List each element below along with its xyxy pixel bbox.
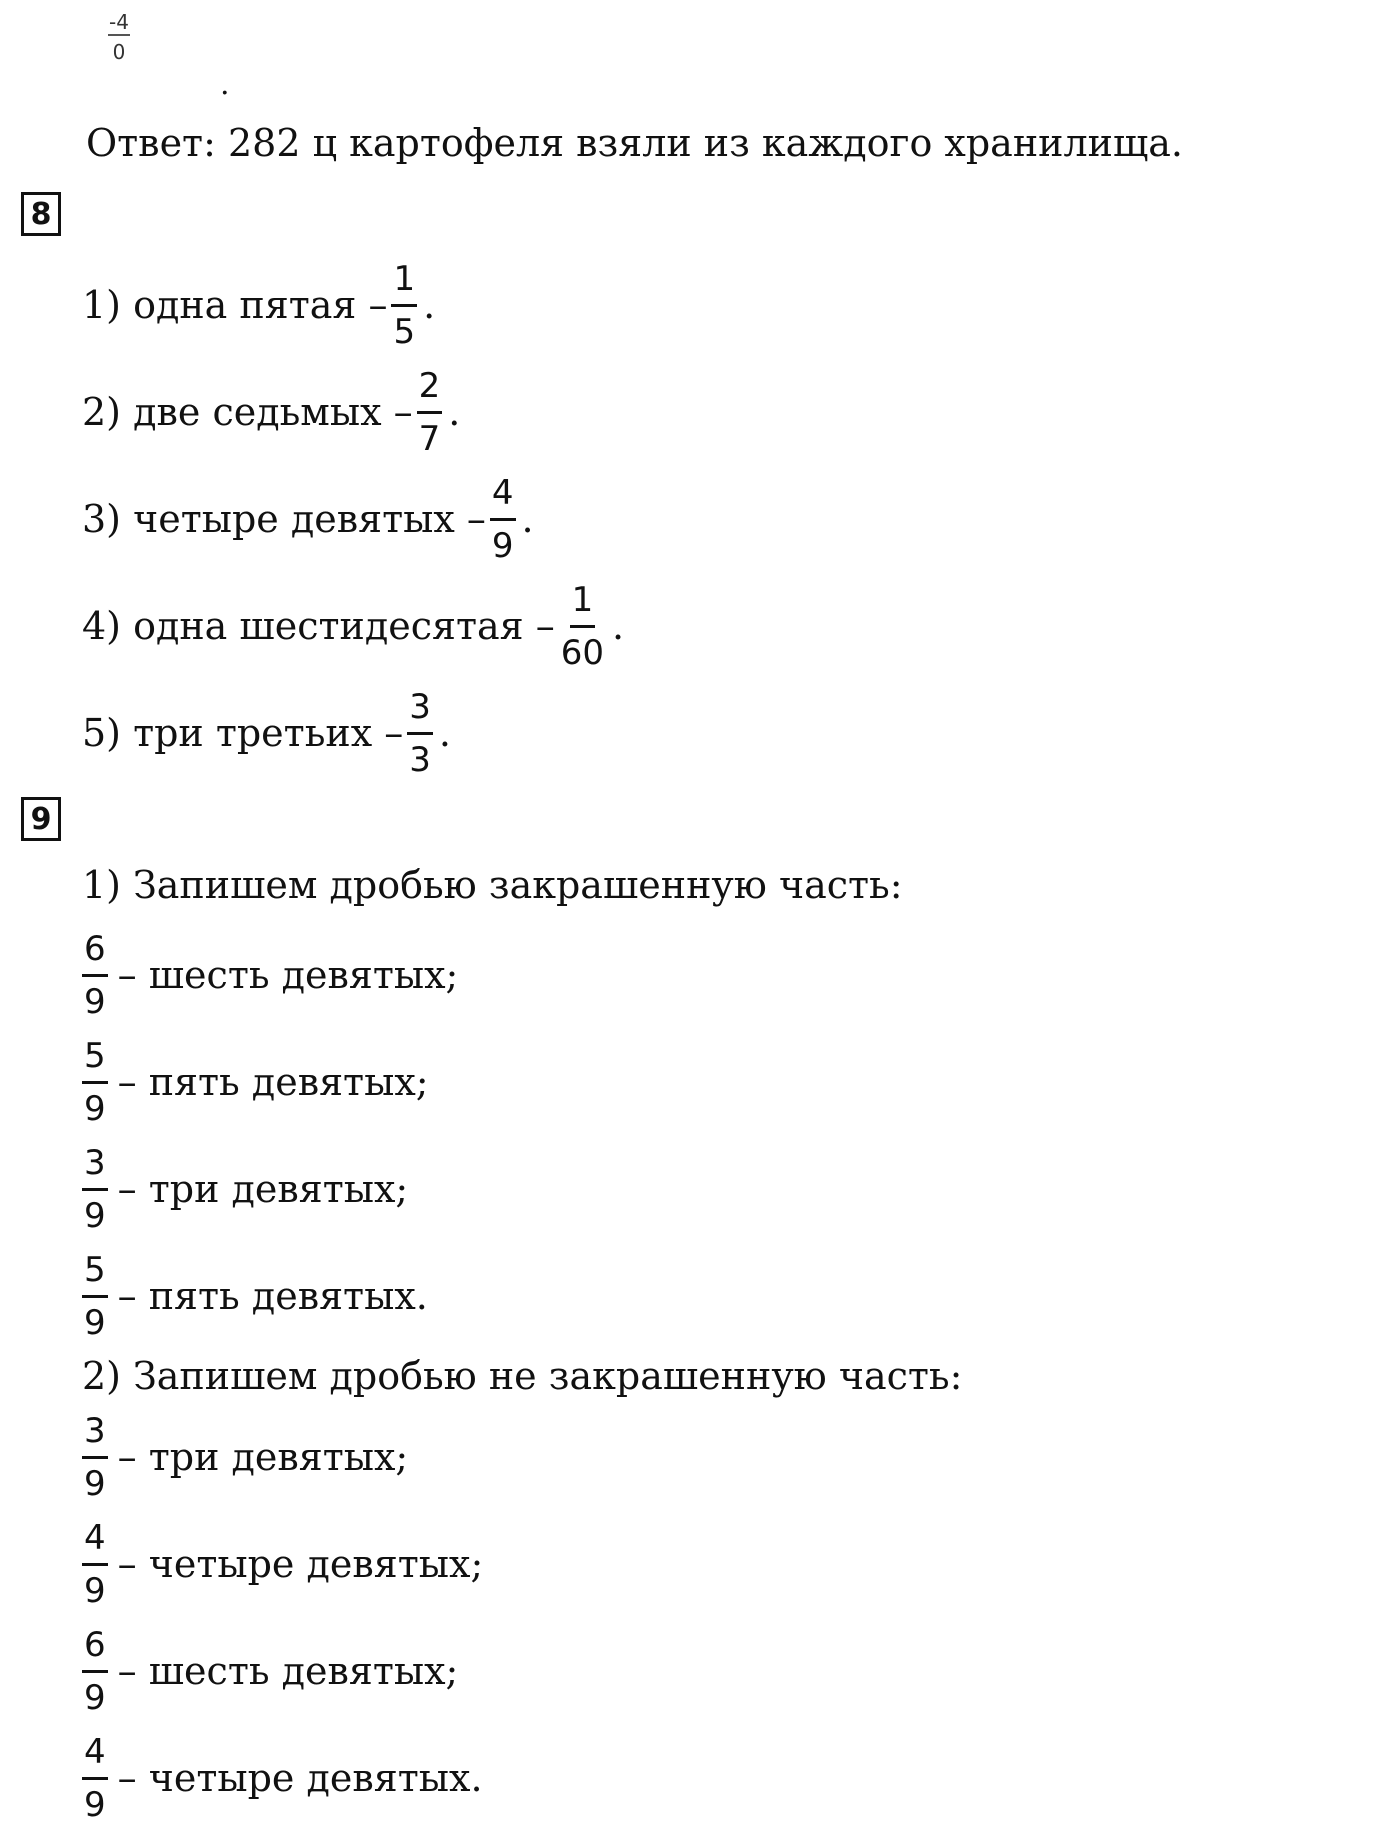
fraction (490, 472, 516, 566)
task9-part2-item (82, 1410, 409, 1504)
item-end: . (438, 711, 451, 755)
numerator: 1 (391, 262, 417, 307)
item-text: – три девятых; (117, 1435, 409, 1479)
item-text: – шесть девятых; (117, 1649, 459, 1693)
denominator: 9 (84, 1088, 106, 1129)
item-text: – четыре девятых. (117, 1756, 483, 1800)
fraction (559, 579, 606, 673)
item-label: 4) одна шестидесятая – (82, 604, 555, 648)
item-text: – четыре девятых; (117, 1542, 484, 1586)
task9-part2-item (82, 1517, 484, 1611)
cropped-fraction-denominator: 0 (112, 40, 126, 64)
fraction (82, 1249, 108, 1343)
task8-item (82, 579, 625, 673)
task8-item (82, 472, 534, 566)
task9-part2-item (82, 1624, 459, 1718)
denominator: 9 (84, 1570, 106, 1611)
task9-part1-heading: 1) Запишем дробью закрашенную часть: (82, 863, 903, 907)
numerator: 3 (82, 1414, 108, 1459)
denominator: 9 (84, 1463, 106, 1504)
denominator: 60 (560, 632, 605, 673)
fraction (82, 1410, 108, 1504)
task9-part2-heading: 2) Запишем дробью не закрашенную часть: (82, 1354, 963, 1398)
item-text: – пять девятых; (117, 1060, 429, 1104)
item-label: 5) три третьих – (82, 711, 404, 755)
denominator: 9 (491, 525, 514, 566)
cropped-fraction (108, 12, 130, 62)
item-end: . (423, 283, 436, 327)
item-text: – шесть девятых; (117, 953, 459, 997)
answer-line: Ответ: 282 ц картофеля взяли из каждого хранилища. (86, 121, 1184, 165)
fraction (82, 1731, 108, 1825)
numerator: 6 (82, 932, 108, 977)
task8-item (82, 365, 461, 459)
numerator: 1 (570, 583, 596, 628)
task9-part1-item (82, 1142, 409, 1236)
fraction (417, 365, 443, 459)
fraction (82, 1035, 108, 1129)
fraction (82, 1142, 108, 1236)
task9-part2-item (82, 1731, 483, 1825)
cropped-fraction-numerator: -4 (109, 10, 129, 34)
numerator: 3 (407, 690, 433, 735)
task-number-9: 9 (21, 797, 61, 841)
task8-item (82, 686, 451, 780)
task9-part1-item (82, 1249, 428, 1343)
denominator: 9 (84, 1784, 106, 1825)
numerator: 2 (417, 369, 443, 414)
denominator: 9 (84, 981, 106, 1022)
fraction (407, 686, 433, 780)
numerator: 3 (82, 1146, 108, 1191)
numerator: 5 (82, 1039, 108, 1084)
fraction (82, 1517, 108, 1611)
item-end: . (521, 497, 534, 541)
task8-item (82, 258, 436, 352)
item-label: 1) одна пятая – (82, 283, 388, 327)
item-end: . (448, 390, 461, 434)
fraction (391, 258, 417, 352)
fraction (82, 1624, 108, 1718)
stray-dot: . (220, 67, 230, 102)
numerator: 4 (82, 1521, 108, 1566)
numerator: 5 (82, 1253, 108, 1298)
numerator: 4 (490, 476, 516, 521)
item-label: 3) четыре девятых – (82, 497, 486, 541)
denominator: 9 (84, 1302, 106, 1343)
denominator: 7 (418, 418, 441, 459)
denominator: 3 (409, 739, 431, 780)
numerator: 4 (82, 1735, 108, 1780)
denominator: 9 (84, 1195, 106, 1236)
item-label: 2) две седьмых – (82, 390, 413, 434)
fraction (82, 928, 108, 1022)
task-number-8: 8 (21, 192, 61, 236)
denominator: 9 (84, 1677, 106, 1718)
task9-part1-item (82, 928, 459, 1022)
item-text: – три девятых; (117, 1167, 409, 1211)
item-text: – пять девятых. (117, 1274, 428, 1318)
numerator: 6 (82, 1628, 108, 1673)
item-end: . (612, 604, 625, 648)
denominator: 5 (393, 311, 416, 352)
task9-part1-item (82, 1035, 429, 1129)
